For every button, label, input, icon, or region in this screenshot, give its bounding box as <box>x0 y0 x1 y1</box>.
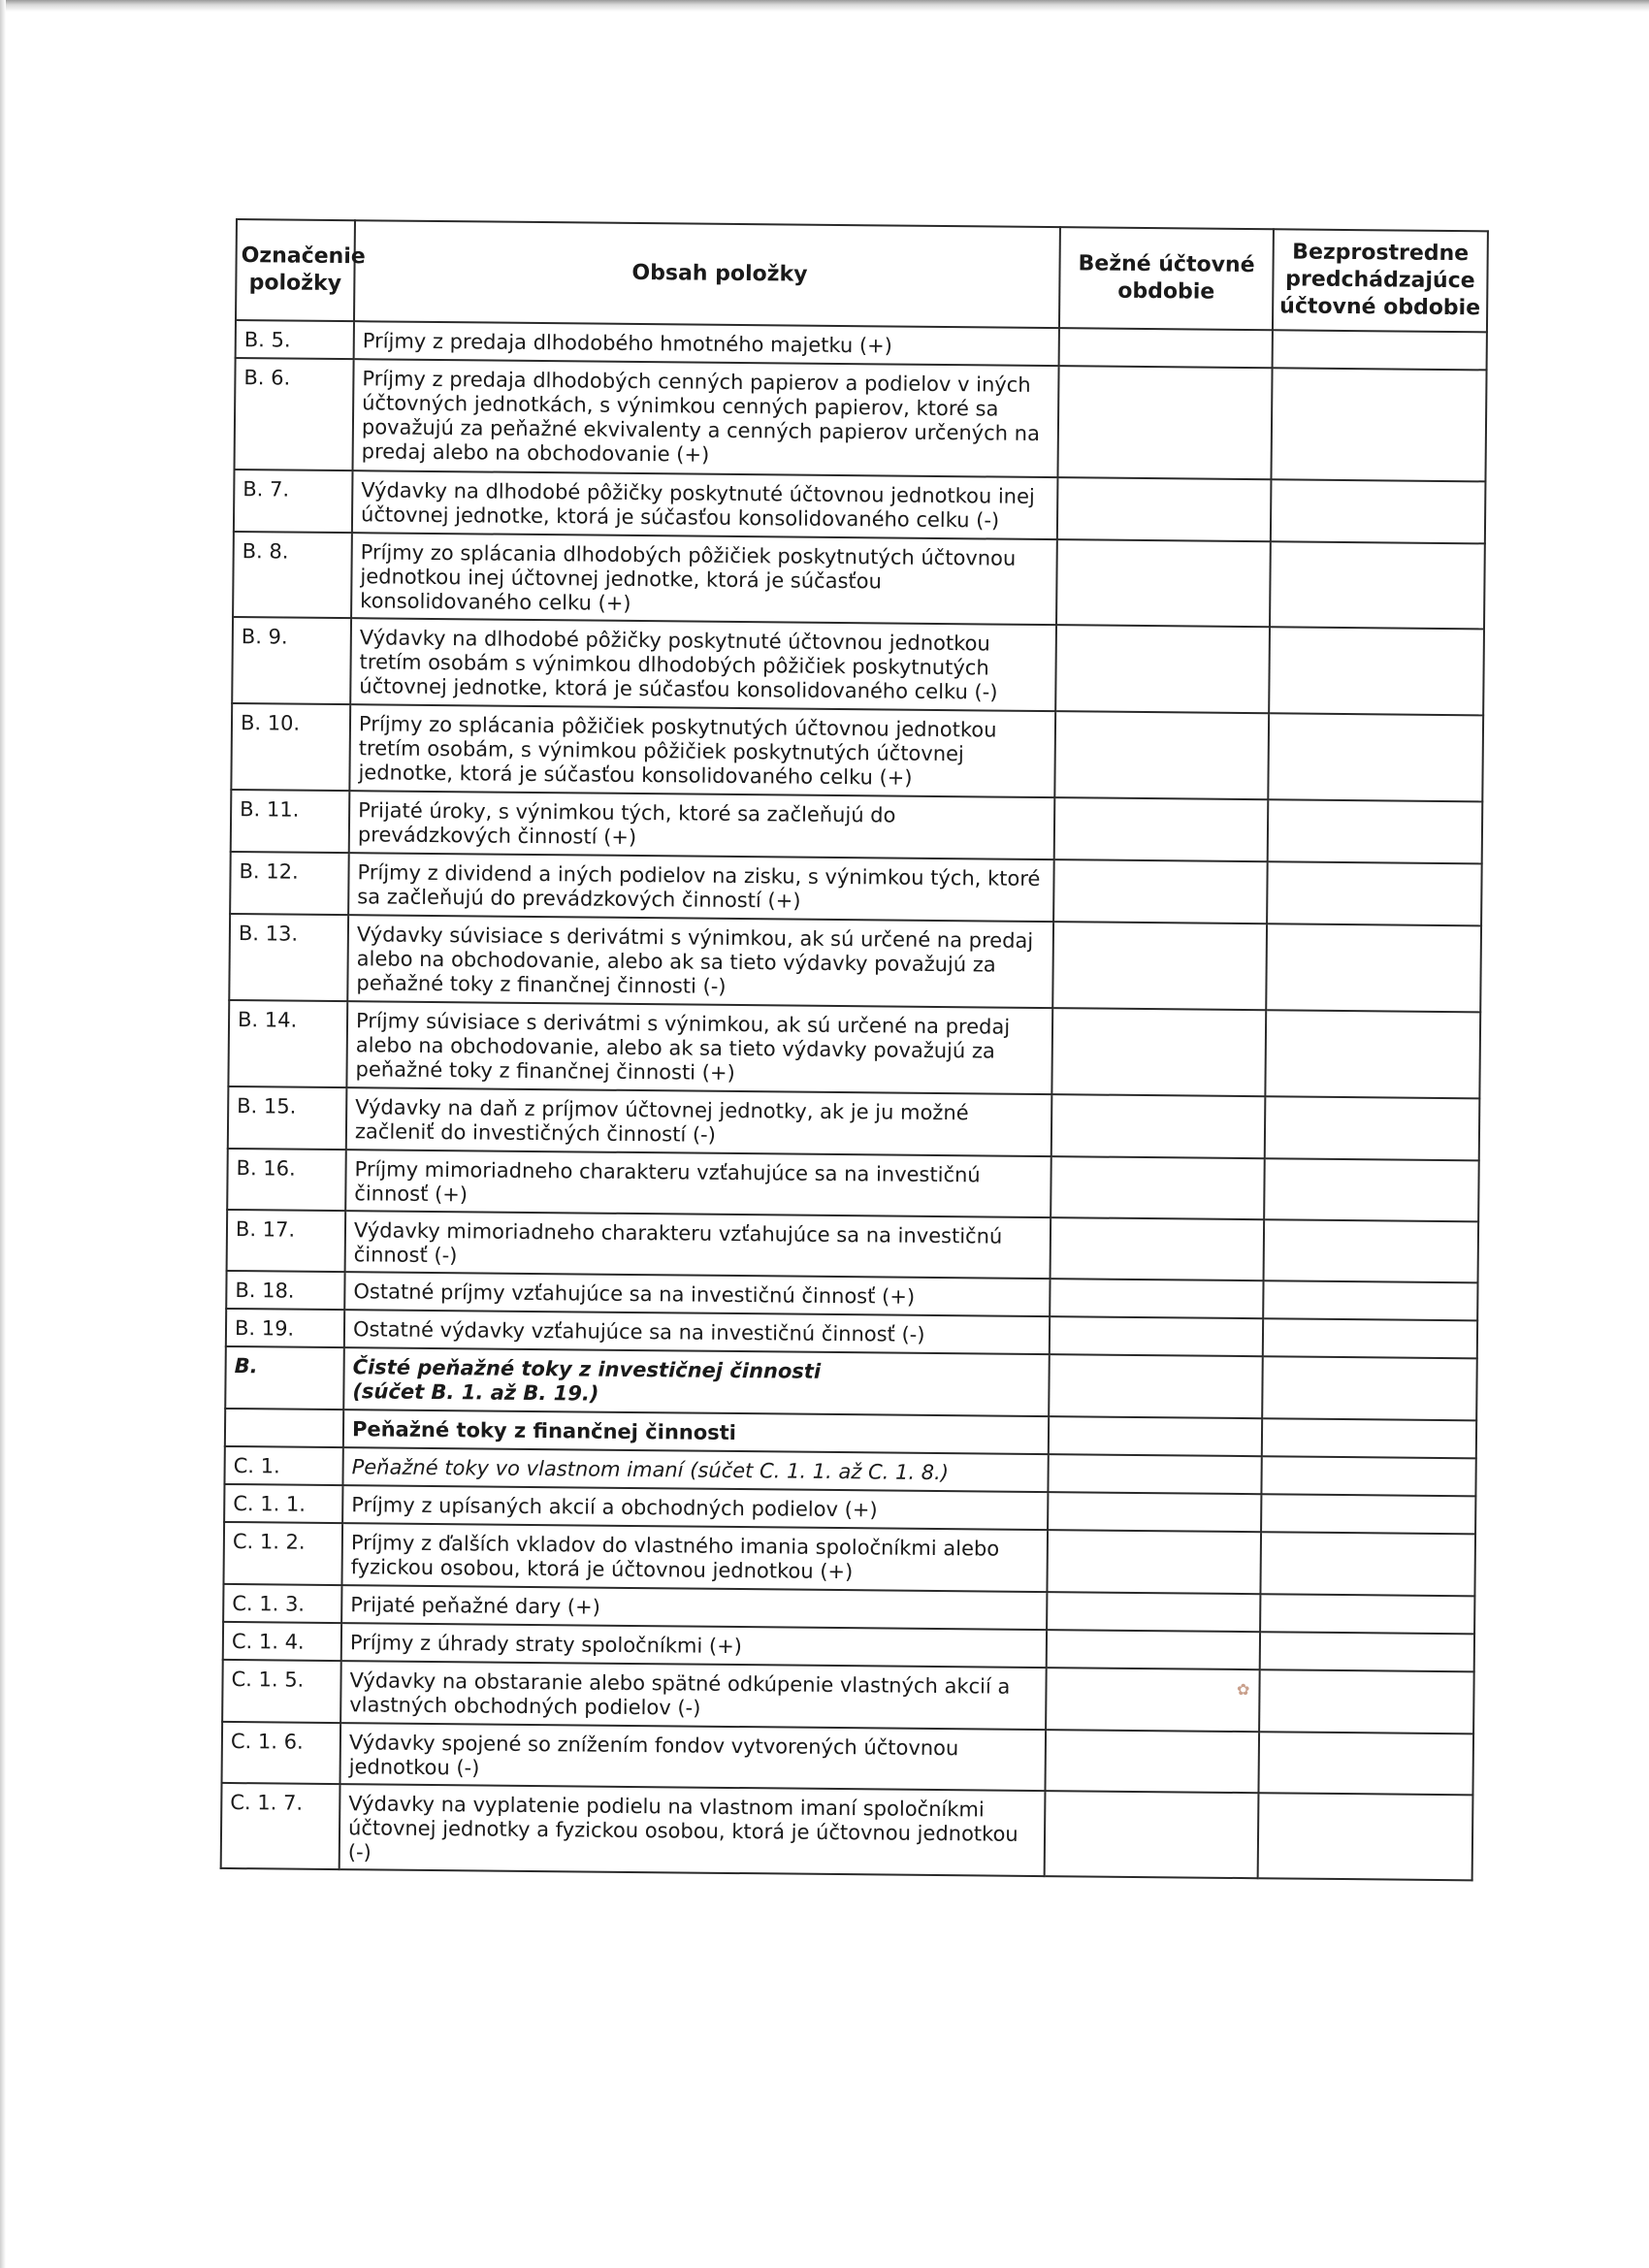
row-id: B. 15. <box>228 1086 347 1150</box>
row-previous-value <box>1258 1732 1473 1795</box>
table-row <box>231 703 1483 801</box>
row-current-value <box>1055 625 1270 713</box>
row-id: B. 18. <box>226 1271 344 1310</box>
row-text: Príjmy z predaja dlhodobých cenných papierov a podielov v iných účtovných jednotkách, s výnimkou cenných papierov, ktoré sa považujú za peňažné ekvivalenty a cenných papierov určených na predaj alebo na obchodovanie (+) <box>353 359 1059 477</box>
table-row <box>233 532 1485 629</box>
row-previous-value <box>1261 1494 1475 1534</box>
row-previous-value <box>1262 1356 1477 1420</box>
row-current-value <box>1049 1354 1263 1418</box>
row-current-value <box>1045 1791 1259 1878</box>
row-id: B. 14. <box>228 1000 347 1087</box>
row-id: C. 1. 3. <box>223 1584 341 1623</box>
header-previous-period: Bezprostredne predchádzajúce účtovné obdobie <box>1273 229 1488 332</box>
row-id: C. 1. 5. <box>222 1660 341 1723</box>
row-previous-value <box>1264 1158 1479 1221</box>
table-row <box>232 617 1484 715</box>
row-id: B. 12. <box>230 852 349 915</box>
row-previous-value <box>1263 1280 1477 1320</box>
row-current-value <box>1054 797 1269 861</box>
row-previous-value <box>1265 1096 1480 1160</box>
row-id: B. 19. <box>226 1309 344 1347</box>
row-id: C. 1. 7. <box>221 1783 340 1869</box>
row-text: Výdavky na dlhodobé pôžičky poskytnuté účtovnou jednotkou inej účtovnej jednotke, ktorá je súčasťou konsolidovaného celku (-) <box>352 470 1058 539</box>
row-current-value <box>1051 1008 1266 1096</box>
row-text: Výdavky na vyplatenie podielu na vlastnom imaní spoločníkmi účtovnej jednotky a fyzickou osobou, ktorá je účtovnou jednotkou (-) <box>340 1784 1046 1876</box>
row-current-value <box>1052 922 1267 1010</box>
row-previous-value <box>1260 1594 1474 1634</box>
row-id: C. 1. 2. <box>223 1522 342 1585</box>
row-current-value <box>1050 1316 1263 1356</box>
row-current-value <box>1051 1094 1266 1158</box>
total-formula: (súčet B. 1. až B. 19.) <box>352 1379 599 1406</box>
row-previous-value <box>1260 1532 1475 1596</box>
row-id: B. 10. <box>231 703 350 791</box>
row-current-value <box>1048 1454 1261 1494</box>
row-previous-value <box>1265 1010 1480 1098</box>
row-previous-value <box>1260 1632 1474 1671</box>
row-id: B. 9. <box>232 617 351 704</box>
row-id <box>225 1409 343 1447</box>
row-previous-value <box>1268 799 1483 863</box>
row-text: Príjmy mimoriadneho charakteru vzťahujúce sa na investičnú činnosť (+) <box>345 1150 1051 1217</box>
row-text: Ostatné príjmy vzťahujúce sa na investičnú činnosť (+) <box>344 1272 1050 1316</box>
row-current-value <box>1054 711 1269 799</box>
row-text: Prijaté peňažné dary (+) <box>341 1585 1047 1630</box>
header-item-content: Obsah položky <box>354 220 1060 328</box>
row-id: C. 1. <box>224 1446 342 1485</box>
row-text: Výdavky na daň z príjmov účtovnej jednotky, ak je ju možné začleniť do investičných činností (-) <box>346 1087 1052 1156</box>
row-previous-value <box>1264 1219 1479 1282</box>
table-row <box>228 1000 1480 1098</box>
row-id: B. 16. <box>227 1149 346 1211</box>
header-item-id: Označenie položky <box>236 219 355 321</box>
row-text: Príjmy zo splácania pôžičiek poskytnutých účtovnou jednotkou tretím osobám, s výnimkou pôžičiek poskytnutých účtovnej jednotke, ktorá je súčasťou konsolidovaného celku (+) <box>349 704 1055 797</box>
row-text: Príjmy z dividend a iných podielov na zisku, s výnimkou tých, ktoré sa začleňujú do prevádzkových činností (+) <box>348 853 1054 922</box>
row-current-value <box>1050 1279 1263 1318</box>
cash-flow-statement-page <box>220 218 1487 1881</box>
table-row <box>221 1783 1473 1880</box>
row-text: Výdavky mimoriadneho charakteru vzťahujúce sa na investičnú činnosť (-) <box>345 1211 1051 1279</box>
row-current-value <box>1057 366 1272 479</box>
row-previous-value <box>1271 368 1486 481</box>
row-current-value <box>1046 1668 1260 1732</box>
row-text <box>343 1347 1050 1416</box>
scan-top-edge <box>0 0 1649 12</box>
row-previous-value <box>1261 1456 1475 1496</box>
row-current-value <box>1047 1630 1260 1669</box>
row-previous-value <box>1268 713 1483 801</box>
row-text: Príjmy z ďalších vkladov do vlastného imania spoločníkmi alebo fyzickou osobou, ktorá je účtovnou jednotkou (+) <box>341 1523 1048 1592</box>
table-row <box>235 358 1487 481</box>
row-id: C. 1. 4. <box>223 1622 341 1661</box>
row-id: B. 13. <box>229 914 348 1001</box>
table-header-row <box>236 219 1488 332</box>
row-id: C. 1. 1. <box>224 1484 342 1523</box>
row-current-value <box>1056 539 1271 627</box>
row-current-value <box>1047 1530 1261 1594</box>
row-id: C. 1. 6. <box>222 1722 341 1784</box>
row-previous-value <box>1269 627 1484 715</box>
row-current-value <box>1048 1492 1261 1532</box>
row-previous-value <box>1263 1318 1477 1358</box>
row-text: Výdavky na obstaranie alebo spätné odkúpenie vlastných akcií a vlastných obchodných podielov (-) <box>340 1661 1047 1730</box>
section-title: Peňažné toky z finančnej činnosti <box>343 1409 1049 1454</box>
paper-smudge: ✿ <box>1237 1680 1250 1699</box>
row-current-value <box>1051 1156 1265 1219</box>
row-previous-value <box>1262 1418 1476 1458</box>
scan-left-edge <box>0 0 6 2268</box>
row-current-value <box>1045 1730 1259 1793</box>
row-previous-value <box>1273 330 1487 370</box>
row-id: B. 7. <box>234 470 353 533</box>
row-id: B. 11. <box>231 790 350 853</box>
row-previous-value <box>1266 923 1481 1012</box>
row-text: Ostatné výdavky vzťahujúce sa na investičnú činnosť (-) <box>344 1310 1050 1354</box>
row-current-value <box>1057 477 1272 541</box>
row-text: Príjmy z upísaných akcií a obchodných podielov (+) <box>342 1485 1048 1530</box>
row-text: Príjmy z úhrady straty spoločníkmi (+) <box>341 1623 1047 1668</box>
row-text: Príjmy zo splácania dlhodobých pôžičiek poskytnutých účtovnou jednotkou inej účtovnej jednotke, ktorá je súčasťou konsolidovaného celku (+) <box>351 533 1057 625</box>
row-text: Výdavky spojené so znížením fondov vytvorených účtovnou jednotkou (-) <box>340 1723 1047 1791</box>
row-text: Výdavky súvisiace s derivátmi s výnimkou, ak sú určené na predaj alebo na obchodovanie, alebo ak sa tieto výdavky považujú za peňažné toky z finančnej činnosti (-) <box>347 915 1053 1008</box>
total-title: Čisté peňažné toky z investičnej činnosti <box>352 1355 822 1383</box>
row-current-value <box>1047 1592 1260 1632</box>
row-current-value <box>1051 1217 1265 1280</box>
row-id: B. <box>225 1346 344 1409</box>
row-previous-value <box>1267 861 1482 925</box>
row-previous-value <box>1271 479 1486 543</box>
row-text: Peňažné toky vo vlastnom imaní (súčet C. 1. 1. až C. 1. 8.) <box>342 1447 1048 1492</box>
row-id: B. 17. <box>227 1210 346 1272</box>
row-previous-value <box>1270 541 1485 629</box>
row-id: B. 8. <box>233 532 352 618</box>
row-text: Príjmy súvisiace s derivátmi s výnimkou, ak sú určené na predaj alebo na obchodovanie, alebo ak sa tieto výdavky považujú za peňažné toky z finančnej činnosti (+) <box>346 1001 1052 1094</box>
row-text: Výdavky na dlhodobé pôžičky poskytnuté účtovnou jednotkou tretím osobám s výnimkou dlhodobých pôžičiek poskytnutých účtovnej jednotke, ktorá je súčasťou konsolidovaného celku (-) <box>350 618 1056 711</box>
row-id: B. 5. <box>236 320 354 359</box>
row-text: Prijaté úroky, s výnimkou tých, ktoré sa začleňujú do prevádzkových činností (+) <box>349 791 1055 859</box>
row-current-value <box>1059 328 1273 368</box>
row-previous-value <box>1259 1669 1474 1733</box>
row-current-value <box>1049 1416 1262 1456</box>
row-current-value <box>1053 859 1268 923</box>
row-text: Príjmy z predaja dlhodobého hmotného majetku (+) <box>354 321 1059 366</box>
row-id: B. 6. <box>235 358 354 470</box>
cash-flow-table <box>220 218 1489 1881</box>
header-current-period: Bežné účtovné obdobie <box>1059 227 1274 330</box>
row-previous-value <box>1258 1793 1473 1880</box>
table-row <box>229 914 1481 1012</box>
